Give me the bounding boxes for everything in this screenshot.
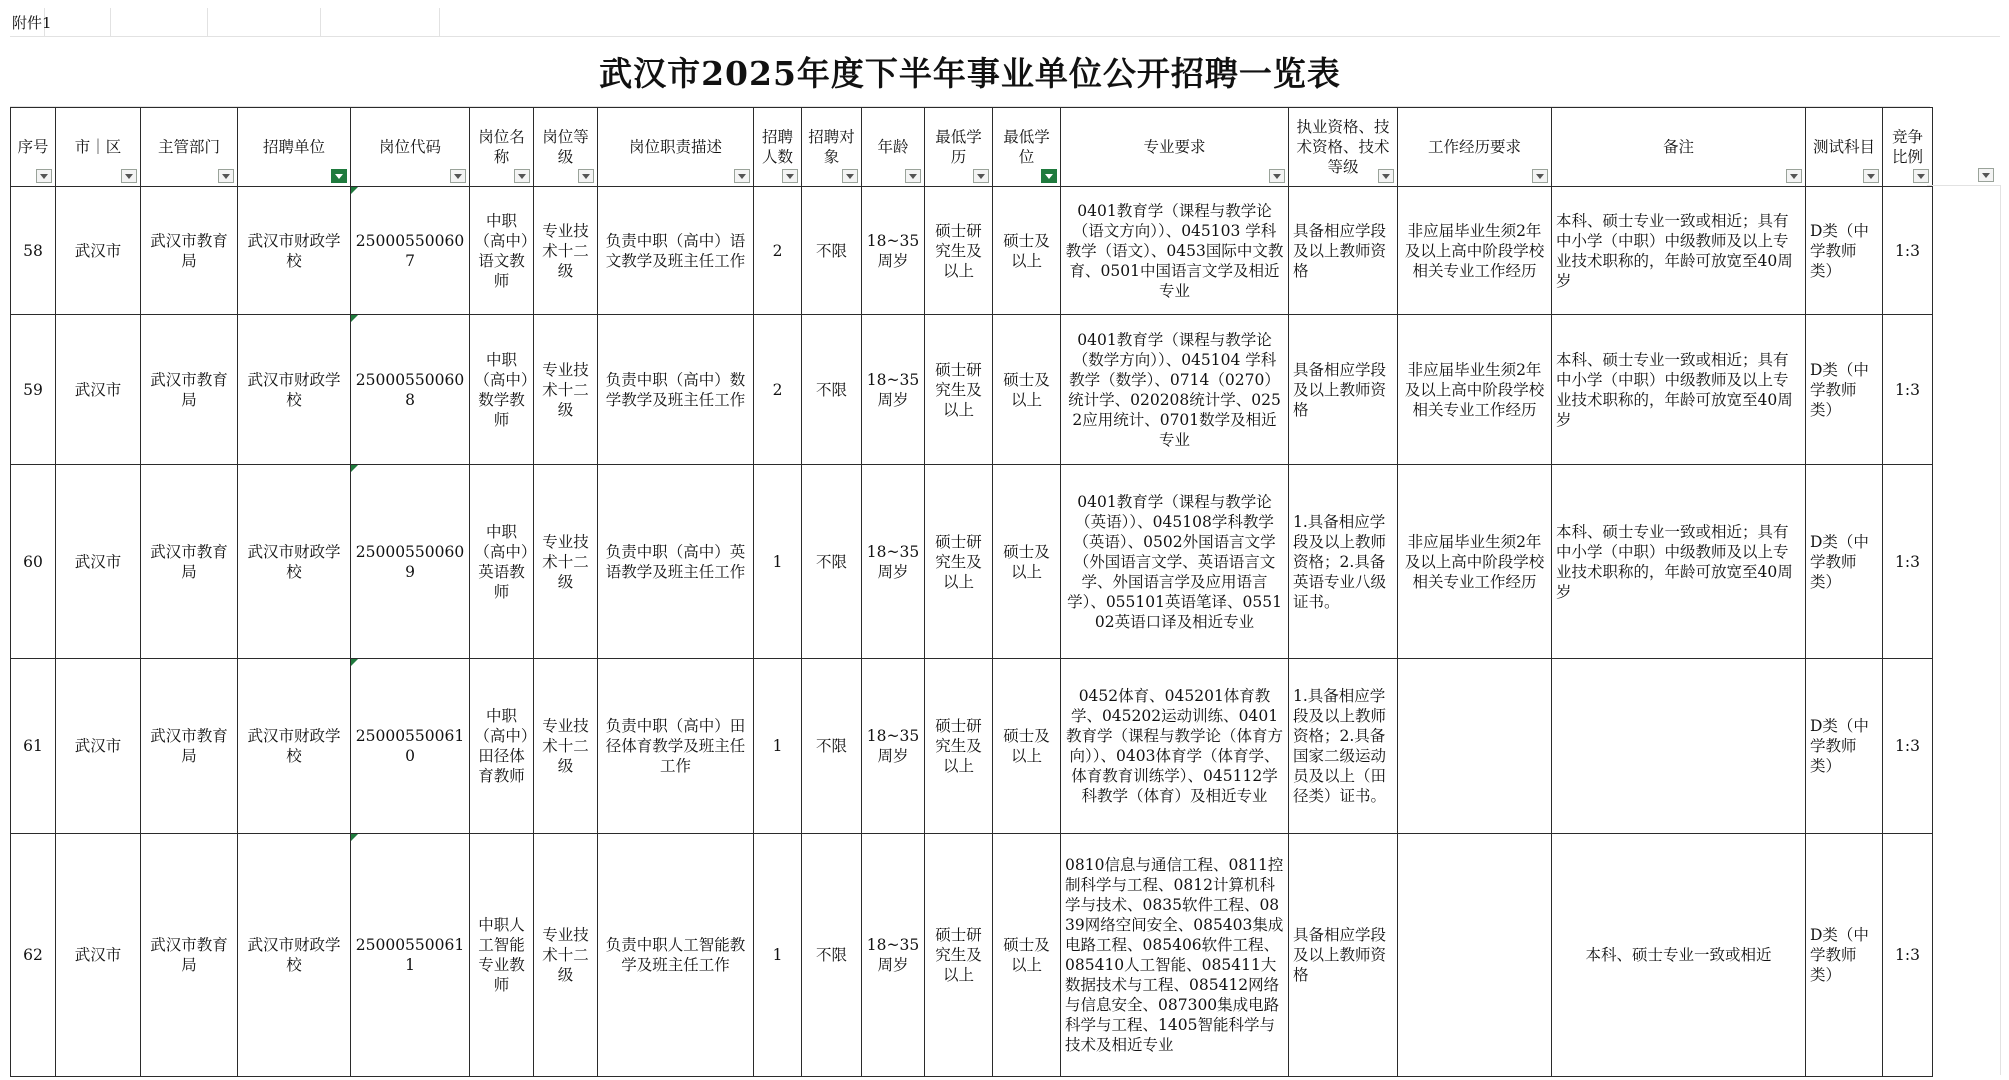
- cell-seq[interactable]: 62: [11, 834, 56, 1077]
- cell-experience[interactable]: 非应届毕业生须2年及以上高中阶段学校相关专业工作经历: [1398, 187, 1552, 315]
- recruitment-table: [10, 107, 1933, 1077]
- cell-min-edu[interactable]: 硕士研究生及以上: [925, 187, 993, 315]
- attachment-label: 附件1: [12, 14, 52, 32]
- cell-pos-name[interactable]: 中职（高中）数学教师: [470, 315, 534, 465]
- col-header-pos-level[interactable]: 岗位等级: [534, 108, 598, 187]
- cell-city[interactable]: 武汉市: [56, 834, 141, 1077]
- cell-target[interactable]: 不限: [802, 834, 862, 1077]
- cell-qualification[interactable]: 具备相应学段及以上教师资格: [1289, 315, 1398, 465]
- cell-duty[interactable]: 负责中职（高中）语文教学及班主任工作: [598, 187, 754, 315]
- cell-target[interactable]: 不限: [802, 187, 862, 315]
- col-header-duty[interactable]: 岗位职责描述: [598, 108, 754, 187]
- cell-marker-icon: [351, 315, 358, 322]
- col-header-unit[interactable]: 招聘单位: [238, 108, 351, 187]
- col-header-ratio[interactable]: 竞争比例: [1883, 108, 1933, 187]
- filter-icon[interactable]: [1532, 169, 1548, 183]
- table-row: [11, 315, 1933, 465]
- filter-icon[interactable]: [842, 169, 858, 183]
- extra-column-header[interactable]: [1927, 107, 2000, 186]
- col-header-experience[interactable]: 工作经历要求: [1398, 108, 1552, 187]
- cell-min-degree[interactable]: 硕士及以上: [993, 187, 1061, 315]
- extra-column: [1927, 185, 2001, 1075]
- cell-dept[interactable]: 武汉市教育局: [141, 659, 238, 834]
- cell-test[interactable]: D类（中学教师类）: [1806, 187, 1883, 315]
- cell-remark[interactable]: 本科、硕士专业一致或相近；具有中小学（中职）中级教师及以上专业技术职称的，年龄可放宽至40周岁: [1552, 315, 1806, 465]
- col-header-qualification[interactable]: 执业资格、技术资格、技术等级: [1289, 108, 1398, 187]
- cell-seq[interactable]: 59: [11, 315, 56, 465]
- cell-unit[interactable]: 武汉市财政学校: [238, 315, 351, 465]
- cell-min-edu[interactable]: 硕士研究生及以上: [925, 834, 993, 1077]
- filter-icon[interactable]: [514, 169, 530, 183]
- filter-icon[interactable]: [973, 169, 989, 183]
- cell-min-degree[interactable]: 硕士及以上: [993, 834, 1061, 1077]
- table-row: [11, 465, 1933, 659]
- filter-icon[interactable]: [1269, 169, 1285, 183]
- cell-count[interactable]: 2: [754, 187, 802, 315]
- filter-active-icon[interactable]: [331, 169, 347, 183]
- cell-age[interactable]: 18~35周岁: [862, 659, 925, 834]
- cell-pos-level[interactable]: 专业技术十二级: [534, 834, 598, 1077]
- cell-min-degree[interactable]: 硕士及以上: [993, 465, 1061, 659]
- col-header-dept[interactable]: 主管部门: [141, 108, 238, 187]
- cell-seq[interactable]: 60: [11, 465, 56, 659]
- cell-major[interactable]: 0401教育学（课程与教学论（语文方向））、045103 学科教学（语文）、0453国际中文教育、0501中国语言文学及相近专业: [1061, 187, 1289, 315]
- cell-unit[interactable]: 武汉市财政学校: [238, 659, 351, 834]
- cell-seq[interactable]: 58: [11, 187, 56, 315]
- cell-pos-name[interactable]: 中职人工智能专业教师: [470, 834, 534, 1077]
- cell-qualification[interactable]: 具备相应学段及以上教师资格: [1289, 834, 1398, 1077]
- cell-experience[interactable]: [1398, 659, 1552, 834]
- cell-city[interactable]: 武汉市: [56, 187, 141, 315]
- col-header-pos-name[interactable]: 岗位名称: [470, 108, 534, 187]
- cell-duty[interactable]: 负责中职人工智能教学及班主任工作: [598, 834, 754, 1077]
- table-row: [11, 659, 1933, 834]
- col-header-target[interactable]: 招聘对象: [802, 108, 862, 187]
- cell-count[interactable]: 1: [754, 465, 802, 659]
- cell-test[interactable]: D类（中学教师类）: [1806, 834, 1883, 1077]
- col-header-count[interactable]: 招聘人数: [754, 108, 802, 187]
- cell-unit[interactable]: 武汉市财政学校: [238, 834, 351, 1077]
- cell-major[interactable]: 0401教育学（课程与教学论（英语））、045108学科教学（英语）、0502外国语言文学（外国语言文学、英语语言文学、外国语言学及应用语言学）、055101英语笔译、055102英语口译及相近专业: [1061, 465, 1289, 659]
- header-row: [11, 108, 1933, 187]
- cell-dept[interactable]: 武汉市教育局: [141, 465, 238, 659]
- cell-ratio[interactable]: 1:3: [1883, 187, 1933, 315]
- cell-min-degree[interactable]: 硕士及以上: [993, 315, 1061, 465]
- page-title: 武汉市2025年度下半年事业单位公开招聘一览表: [10, 36, 1930, 107]
- cell-min-edu[interactable]: 硕士研究生及以上: [925, 465, 993, 659]
- cell-city[interactable]: 武汉市: [56, 315, 141, 465]
- cell-code[interactable]: 250005500611: [351, 834, 470, 1077]
- cell-marker-icon: [351, 465, 358, 472]
- cell-unit[interactable]: 武汉市财政学校: [238, 187, 351, 315]
- cell-dept[interactable]: 武汉市教育局: [141, 834, 238, 1077]
- filter-icon[interactable]: [36, 169, 52, 183]
- filter-icon[interactable]: [734, 169, 750, 183]
- cell-min-edu[interactable]: 硕士研究生及以上: [925, 659, 993, 834]
- cell-pos-level[interactable]: 专业技术十二级: [534, 659, 598, 834]
- col-header-major[interactable]: 专业要求: [1061, 108, 1289, 187]
- cell-dept[interactable]: 武汉市教育局: [141, 187, 238, 315]
- cell-ratio[interactable]: 1:3: [1883, 659, 1933, 834]
- table-row: [11, 834, 1933, 1077]
- attachment-row: [10, 8, 2000, 37]
- filter-icon[interactable]: [1378, 169, 1394, 183]
- cell-major[interactable]: 0452体育、045201体育教学、045202运动训练、0401教育学（课程与教学论（体育方向））、0403体育学（体育学、体育教育训练学）、045112学科教学（体育）及相近专业: [1061, 659, 1289, 834]
- cell-age[interactable]: 18~35周岁: [862, 465, 925, 659]
- cell-code[interactable]: 250005500610: [351, 659, 470, 834]
- filter-icon[interactable]: [121, 169, 137, 183]
- cell-dept[interactable]: 武汉市教育局: [141, 315, 238, 465]
- cell-age[interactable]: 18~35周岁: [862, 834, 925, 1077]
- cell-test[interactable]: D类（中学教师类）: [1806, 465, 1883, 659]
- cell-pos-name[interactable]: 中职（高中）英语教师: [470, 465, 534, 659]
- cell-major[interactable]: 0810信息与通信工程、0811控制科学与工程、0812计算机科学与技术、0835软件工程、0839网络空间安全、085403集成电路工程、085406软件工程、085410人工智能、085411大数据技术与工程、085412网络与信息安全、087300集成电路科学与工程、1405智能科学与技术及相近专业: [1061, 834, 1289, 1077]
- cell-marker-icon: [351, 659, 358, 666]
- filter-icon[interactable]: [218, 169, 234, 183]
- cell-test[interactable]: D类（中学教师类）: [1806, 315, 1883, 465]
- cell-count[interactable]: 1: [754, 659, 802, 834]
- cell-target[interactable]: 不限: [802, 659, 862, 834]
- col-header-age[interactable]: 年龄: [862, 108, 925, 187]
- cell-duty[interactable]: 负责中职（高中）英语教学及班主任工作: [598, 465, 754, 659]
- filter-icon[interactable]: [782, 169, 798, 183]
- cell-marker-icon: [351, 187, 358, 194]
- filter-icon[interactable]: [1786, 169, 1802, 183]
- cell-remark[interactable]: 本科、硕士专业一致或相近；具有中小学（中职）中级教师及以上专业技术职称的，年龄可放宽至40周岁: [1552, 465, 1806, 659]
- cell-ratio[interactable]: 1:3: [1883, 465, 1933, 659]
- cell-pos-level[interactable]: 专业技术十二级: [534, 465, 598, 659]
- cell-duty[interactable]: 负责中职（高中）田径体育教学及班主任工作: [598, 659, 754, 834]
- col-header-min-edu[interactable]: 最低学历: [925, 108, 993, 187]
- col-header-seq[interactable]: 序号: [11, 108, 56, 187]
- cell-unit[interactable]: 武汉市财政学校: [238, 465, 351, 659]
- cell-duty[interactable]: 负责中职（高中）数学教学及班主任工作: [598, 315, 754, 465]
- filter-icon[interactable]: [450, 169, 466, 183]
- cell-marker-icon: [351, 834, 358, 841]
- cell-min-edu[interactable]: 硕士研究生及以上: [925, 315, 993, 465]
- cell-qualification[interactable]: 1.具备相应学段及以上教师资格；2.具备英语专业八级证书。: [1289, 465, 1398, 659]
- cell-target[interactable]: 不限: [802, 315, 862, 465]
- cell-ratio[interactable]: 1:3: [1883, 834, 1933, 1077]
- cell-code[interactable]: 250005500609: [351, 465, 470, 659]
- cell-remark[interactable]: [1552, 659, 1806, 834]
- cell-count[interactable]: 1: [754, 834, 802, 1077]
- cell-test[interactable]: D类（中学教师类）: [1806, 659, 1883, 834]
- cell-pos-name[interactable]: 中职（高中）语文教师: [470, 187, 534, 315]
- filter-icon[interactable]: [1863, 169, 1879, 183]
- col-header-remark[interactable]: 备注: [1552, 108, 1806, 187]
- cell-qualification[interactable]: 具备相应学段及以上教师资格: [1289, 187, 1398, 315]
- cell-pos-level[interactable]: 专业技术十二级: [534, 187, 598, 315]
- cell-city[interactable]: 武汉市: [56, 465, 141, 659]
- table-row: [11, 187, 1933, 315]
- cell-remark[interactable]: 本科、硕士专业一致或相近；具有中小学（中职）中级教师及以上专业技术职称的，年龄可放宽至40周岁: [1552, 187, 1806, 315]
- cell-age[interactable]: 18~35周岁: [862, 315, 925, 465]
- cell-city[interactable]: 武汉市: [56, 659, 141, 834]
- cell-ratio[interactable]: 1:3: [1883, 315, 1933, 465]
- filter-icon[interactable]: [1978, 168, 1994, 182]
- cell-experience[interactable]: [1398, 834, 1552, 1077]
- cell-experience[interactable]: 非应届毕业生须2年及以上高中阶段学校相关专业工作经历: [1398, 315, 1552, 465]
- cell-seq[interactable]: 61: [11, 659, 56, 834]
- cell-count[interactable]: 2: [754, 315, 802, 465]
- filter-icon[interactable]: [905, 169, 921, 183]
- cell-remark[interactable]: 本科、硕士专业一致或相近: [1552, 834, 1806, 1077]
- filter-icon[interactable]: [578, 169, 594, 183]
- col-header-test[interactable]: 测试科目: [1806, 108, 1883, 187]
- cell-age[interactable]: 18~35周岁: [862, 187, 925, 315]
- cell-pos-name[interactable]: 中职（高中）田径体育教师: [470, 659, 534, 834]
- col-header-min-degree[interactable]: 最低学位: [993, 108, 1061, 187]
- cell-experience[interactable]: 非应届毕业生须2年及以上高中阶段学校相关专业工作经历: [1398, 465, 1552, 659]
- cell-major[interactable]: 0401教育学（课程与教学论（数学方向））、045104 学科教学（数学）、0714（0270）统计学、020208统计学、0252应用统计、0701数学及相近专业: [1061, 315, 1289, 465]
- cell-qualification[interactable]: 1.具备相应学段及以上教师资格；2.具备国家二级运动员及以上（田径类）证书。: [1289, 659, 1398, 834]
- filter-active-icon[interactable]: [1041, 169, 1057, 183]
- cell-target[interactable]: 不限: [802, 465, 862, 659]
- cell-code[interactable]: 250005500608: [351, 315, 470, 465]
- col-header-city[interactable]: 市｜区: [56, 108, 141, 187]
- cell-pos-level[interactable]: 专业技术十二级: [534, 315, 598, 465]
- cell-min-degree[interactable]: 硕士及以上: [993, 659, 1061, 834]
- cell-code[interactable]: 250005500607: [351, 187, 470, 315]
- col-header-code[interactable]: 岗位代码: [351, 108, 470, 187]
